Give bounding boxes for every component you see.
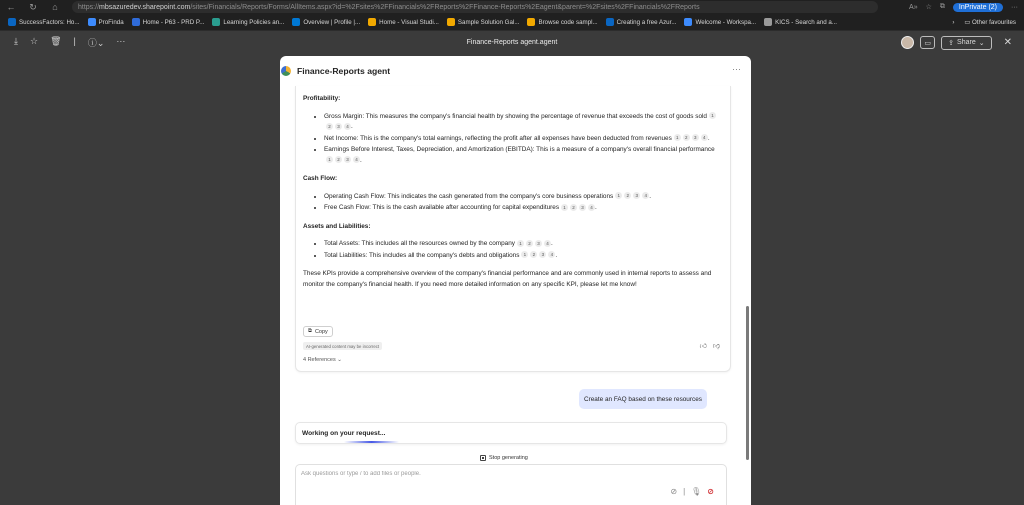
browser-menu-icon[interactable]: ··· [1011,3,1018,11]
favorite-star-icon[interactable]: ☆ [925,4,932,11]
kpi-item: • Total Assets: This includes all the resources owned by the company 1 2 3 4 . [324,239,723,250]
citation-badge[interactable]: 4 [353,156,360,163]
kpi-item: • Operating Cash Flow: This indicates the cash generated from the company's core business operations 1 2 3 4 . [324,192,723,203]
favorite-link[interactable] [88,18,124,26]
section-title: Cash Flow: [303,175,338,182]
citation-badge[interactable]: 3 [535,240,542,247]
avatar[interactable] [901,36,914,49]
document-title: Finance-Reports agent.agent [466,39,558,46]
favicon-icon [212,18,220,26]
separator: | [683,487,686,496]
kpi-text: Total Assets: This includes all the resources owned by the company [324,240,515,247]
citation-badge[interactable]: 1 [326,156,333,163]
microphone-icon[interactable]: 🎙︎ [691,487,702,496]
agent-header [280,56,751,86]
favorite-link[interactable] [292,18,360,26]
citation-badge[interactable]: 1 [561,204,568,211]
favorite-label: Home - P63 - PRD P... [142,18,205,26]
favicon-icon [684,18,692,26]
favorite-label: SuccessFactors: Ho... [19,18,80,26]
kpi-item: • Gross Margin: This measures the company's financial health by showing the percentage of revenue that exceeds the cost of goods sold 12 3 4 . [324,112,723,133]
working-status-card [295,422,727,444]
copy-icon: ⧉ [308,328,312,334]
citation-badge[interactable]: 2 [570,204,577,211]
attach-icon[interactable]: ⊘ [670,487,678,496]
kpi-item: • Net Income: This is the company's total earnings, reflecting the profit after all expenses have been deducted from revenues 1 2 3 4 . [324,134,723,145]
citation-badge[interactable]: 2 [683,134,690,141]
citation-badge[interactable]: 1 [521,251,528,258]
kpi-text: Free Cash Flow: This is the cash available after accounting for capital expenditures [324,204,560,211]
thumbs-down-icon[interactable]: 👎︎ [712,343,720,350]
other-favourites-label: Other favourites [971,18,1016,26]
agent-more-icon[interactable]: ··· [732,64,741,74]
favorite-label: Learning Policies an... [223,18,285,26]
citation-badge[interactable]: 1 [709,112,716,119]
agent-logo-icon [280,65,292,77]
citation-badge[interactable]: 4 [701,134,708,141]
copy-label: Copy [314,328,328,335]
favicon-icon [764,18,772,26]
close-icon[interactable]: ✕ [1003,37,1012,48]
ai-generated-notice: AI-generated content may be incorrect [303,342,382,350]
agent-name: Finance-Reports agent [297,66,391,76]
progress-indicator [344,441,399,443]
favorite-link[interactable] [212,18,284,26]
inprivate-badge[interactable]: InPrivate (2) [953,3,1003,12]
kpi-text: Gross Margin: This measures the company's financial health by showing the percentage of revenue that exceeds the cost of goods sold [324,112,707,120]
favorite-label: Overview | Profile |... [303,18,361,26]
kpi-item: • Earnings Before Interest, Taxes, Depreciation, and Amortization (EBITDA): This is a measure of a company's overall financial performance1 2 3 4 . [324,145,723,166]
citation-badge[interactable]: 1 [674,134,681,141]
citation-badge[interactable]: 4 [548,251,555,258]
chevron-down-icon: ⌄ [337,357,342,363]
stop-icon [480,455,486,461]
citation-badge[interactable]: 3 [344,156,351,163]
download-icon[interactable]: ⤓ [14,36,18,46]
agent-chat-panel [280,56,751,505]
message-input[interactable] [301,471,701,477]
url-host: mbsazuredev.sharepoint.com [99,3,191,11]
favorite-link[interactable] [684,18,756,26]
section-title: Profitability: [303,95,341,102]
more-icon[interactable]: ··· [116,36,126,46]
favorite-label: Creating a free Azur... [616,18,677,26]
favorite-link[interactable] [368,18,439,26]
favorites-right [952,19,1024,26]
citation-badge[interactable]: 2 [326,123,333,130]
feedback-buttons [700,341,720,350]
star-icon[interactable]: ☆ [29,36,39,46]
kpi-item: • Free Cash Flow: This is the cash available after accounting for capital expenditures 1 2 3 4 . [324,203,723,214]
citation-badge[interactable]: 4 [544,240,551,247]
divider: | [73,36,76,46]
other-favourites[interactable]: ▭ Other favourites [964,18,1016,26]
comment-icon[interactable]: ▭ [920,36,935,49]
kpi-text: Earnings Before Interest, Taxes, Depreciation, and Amortization (EBITDA): This is a measure of a company's overall financial performance [324,146,715,153]
thumbs-up-icon[interactable]: 👍︎ [699,343,707,350]
citation-badge[interactable]: 2 [526,240,533,247]
refresh-icon[interactable]: ↻ [29,1,37,12]
citation-badge[interactable]: 3 [633,192,640,199]
favorite-link[interactable] [764,18,837,26]
read-aloud-icon[interactable]: A» [909,3,918,11]
favorite-label: ProFinda [98,18,124,26]
citation-badge[interactable]: 2 [530,251,537,258]
agent-response-card [295,86,731,372]
favorites-bar [0,14,1024,31]
citation-badge[interactable]: 4 [344,123,351,130]
working-label: Working on your request... [302,429,386,437]
citation-badge[interactable]: 3 [335,123,342,130]
stop-label: Stop generating [489,455,528,461]
kpi-text: Operating Cash Flow: This indicates the cash generated from the company's core business operations [324,192,614,200]
favorite-link[interactable] [8,18,80,26]
favorite-label: KICS - Search and a... [775,18,838,26]
favicon-icon [292,18,300,26]
response-body [303,94,723,290]
mic-disabled-icon[interactable]: ⊘ [707,487,714,496]
chevron-down-icon: ⌄ [978,39,985,47]
kpi-list [303,112,723,167]
kpi-list [303,239,723,261]
url-path: /sites/Financials/Reports/Forms/AllItems.aspx?id=%2Fsites%2FFinancials%2FReports%2FFinance-Reports%2Eagent&parent=%2Fsites%2FFinancials%2FReports [190,3,700,11]
citation-badge[interactable]: 1 [615,192,622,199]
favorite-link[interactable] [527,18,597,26]
citation-badge[interactable]: 3 [539,251,546,258]
chevron-right-icon[interactable]: › [952,18,955,26]
home-icon[interactable]: ⌂ [52,2,58,12]
address-bar[interactable] [72,1,878,13]
user-message: Create an FAQ based on these resources [579,389,707,409]
favorite-link[interactable] [447,18,520,26]
info-icon[interactable]: ⓘ⌄ [87,38,105,48]
favicon-icon [368,18,376,26]
favicon-icon [447,18,455,26]
response-summary: These KPIs provide a comprehensive overview of the company's financial performance and are commonly used in internal reports to assess and monitor the company's financial health. If you need more detailed information on any specific KPI, please let me know! [303,270,712,288]
share-button[interactable] [941,36,991,50]
citation-badge[interactable]: 4 [588,204,595,211]
conversation-scrollbar[interactable] [746,306,749,460]
citation-badge[interactable]: 4 [642,192,649,199]
stop-generating-button[interactable] [480,453,528,463]
favorite-label: Browse code sampl... [538,18,598,26]
kpi-item: • Total Liabilities: This includes all the company's debts and obligations 1 2 3 4 . [324,251,723,262]
favicon-icon [527,18,535,26]
citation-badge[interactable]: 3 [692,134,699,141]
collections-icon[interactable]: ⧉ [939,3,945,10]
url-prefix: https:// [78,3,100,11]
back-icon[interactable]: ← [6,2,16,12]
favicon-icon [132,18,140,26]
favorite-label: Home - Visual Studi... [379,18,439,26]
copy-button[interactable] [303,326,333,337]
favicon-icon [88,18,96,26]
references-label: 4 References [303,357,336,363]
kpi-text: Total Liabilities: This includes all the company's debts and obligations [324,251,520,259]
references-toggle[interactable] [303,357,342,363]
viewer-toolbar [0,31,1024,54]
browser-titlebar [0,0,1024,14]
favicon-icon [606,18,614,26]
citation-badge[interactable]: 3 [579,204,586,211]
share-icon: ⇪ [948,39,955,47]
citation-badge[interactable]: 1 [517,240,524,247]
favorite-link[interactable] [606,18,677,26]
kpi-text: Net Income: This is the company's total earnings, reflecting the profit after all expenses have been deducted from revenues [324,134,672,142]
favorite-label: Sample Solution Gal... [457,18,520,26]
message-composer [295,464,727,505]
kpi-list [303,192,723,214]
section-title: Assets and Liabilities: [303,222,371,230]
favorite-label: Welcome - Workspa... [695,18,757,26]
citation-badge[interactable]: 2 [624,192,631,199]
favorite-link[interactable] [132,18,205,26]
conversation[interactable] [290,86,748,505]
share-label: Share [957,39,976,46]
citation-badge[interactable]: 2 [335,156,342,163]
favicon-icon [8,18,16,26]
delete-icon[interactable]: 🗑 [50,36,62,46]
